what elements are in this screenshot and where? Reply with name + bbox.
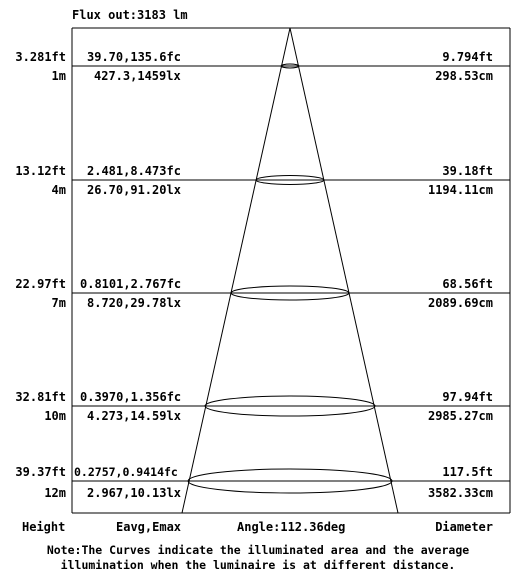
footer-angle-label: Angle:112.36deg	[237, 520, 346, 534]
height-ft-7m: 22.97ft	[15, 277, 66, 291]
footer-eavg-label: Eavg,Emax	[116, 520, 182, 534]
height-m-12m: 12m	[44, 486, 66, 500]
illuminance-lx-10m: 4.273,14.59lx	[87, 409, 181, 423]
illuminance-lx-4m: 26.70,91.20lx	[87, 183, 181, 197]
note-text	[0, 543, 516, 573]
footer-height-label: Height	[22, 520, 66, 534]
height-m-4m: 4m	[51, 183, 66, 197]
diameter-ft-12m: 117.5ft	[442, 465, 493, 479]
height-ft-4m: 13.12ft	[15, 164, 66, 178]
illuminance-fc-1m: 39.70,135.6fc	[87, 50, 181, 64]
illuminance-fc-10m: 0.3970,1.356fc	[80, 390, 182, 404]
diameter-ft-4m: 39.18ft	[442, 164, 493, 178]
diameter-cm-1m: 298.53cm	[435, 69, 493, 83]
diameter-cm-12m: 3582.33cm	[427, 486, 493, 500]
diameter-ft-1m: 9.794ft	[442, 50, 493, 64]
beam-cone-right-edge	[290, 28, 398, 513]
height-m-7m: 7m	[51, 296, 66, 310]
illuminance-fc-12m: 0.2757,0.9414fc	[74, 465, 178, 479]
note-line-1: Note:The Curves indicate the illuminated area and the average	[46, 543, 470, 557]
height-m-1m: 1m	[51, 69, 66, 83]
illuminance-lx-12m: 2.967,10.13lx	[87, 486, 181, 500]
height-ft-10m: 32.81ft	[15, 390, 66, 404]
flux-output-label: Flux out:3183 lm	[72, 8, 188, 22]
illuminance-lx-1m: 427.3,1459lx	[94, 69, 181, 83]
height-m-10m: 10m	[44, 409, 66, 423]
diameter-cm-7m: 2089.69cm	[427, 296, 493, 310]
diameter-cm-4m: 1194.11cm	[427, 183, 493, 197]
illuminance-fc-4m: 2.481,8.473fc	[87, 164, 181, 178]
illuminance-lx-7m: 8.720,29.78lx	[87, 296, 181, 310]
footer-diameter-label: Diameter	[435, 520, 493, 534]
illuminance-fc-7m: 0.8101,2.767fc	[80, 277, 182, 291]
beam-cone-left-edge	[182, 28, 290, 513]
diameter-ft-7m: 68.56ft	[442, 277, 493, 291]
height-ft-12m: 39.37ft	[15, 465, 66, 479]
height-ft-1m: 3.281ft	[15, 50, 66, 64]
diameter-ft-10m: 97.94ft	[442, 390, 493, 404]
note-line-2: illumination when the luminaire is at different distance.	[60, 558, 456, 572]
diameter-cm-10m: 2985.27cm	[427, 409, 493, 423]
